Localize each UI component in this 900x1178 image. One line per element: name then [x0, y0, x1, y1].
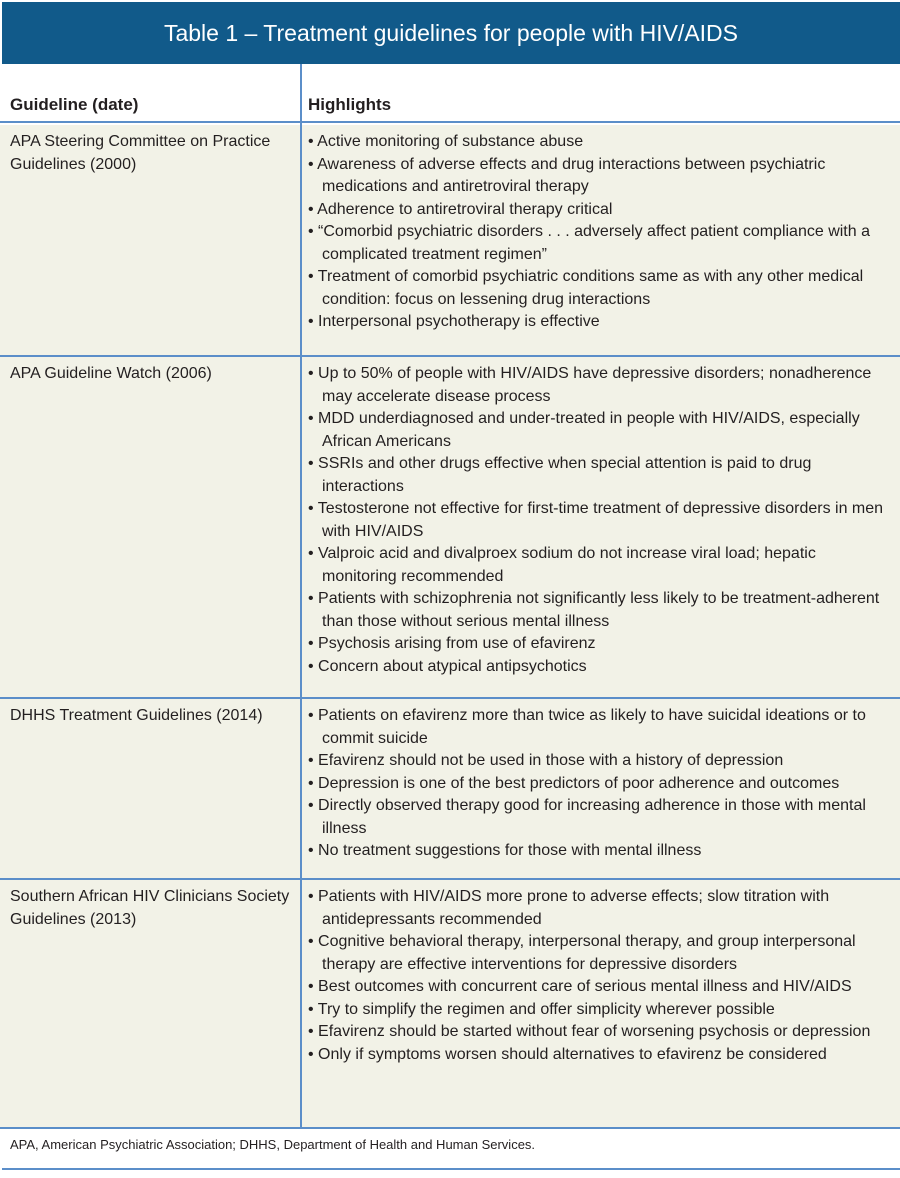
highlight-item: • Efavirenz should be started without fear of worsening psychosis or depression: [308, 1021, 893, 1044]
highlight-item: • Adherence to antiretroviral therapy critical: [308, 199, 893, 222]
footnote: APA, American Psychiatric Association; DHHS, Department of Health and Human Services.: [10, 1137, 536, 1152]
table-header: [0, 64, 900, 123]
table-row: [0, 880, 900, 1129]
highlight-item: • Cognitive behavioral therapy, interpersonal therapy, and group interpersonal therapy are effective interventions for depressive disorders: [308, 931, 893, 976]
highlight-item: • MDD underdiagnosed and under-treated in people with HIV/AIDS, especially African Americans: [308, 408, 893, 453]
header-highlights: Highlights: [308, 95, 392, 114]
guideline-cell: Southern African HIV Clinicians Society Guidelines (2013): [10, 888, 290, 928]
highlight-item: • Best outcomes with concurrent care of serious mental illness and HIV/AIDS: [308, 976, 893, 999]
column-divider: [300, 64, 302, 1127]
guideline-cell: APA Steering Committee on Practice Guidelines (2000): [10, 133, 271, 173]
highlight-item: • Up to 50% of people with HIV/AIDS have depressive disorders; nonadherence may accelerate disease process: [308, 363, 893, 408]
table-row: [0, 699, 900, 880]
highlight-item: • Valproic acid and divalproex sodium do not increase viral load; hepatic monitoring recommended: [308, 543, 893, 588]
highlight-item: • Testosterone not effective for first-time treatment of depressive disorders in men with HIV/AIDS: [308, 498, 893, 543]
highlight-item: • Treatment of comorbid psychiatric conditions same as with any other medical condition: focus on lessening drug interactions: [308, 266, 893, 311]
highlight-item: • Depression is one of the best predictors of poor adherence and outcomes: [308, 773, 893, 796]
highlight-item: • Patients with schizophrenia not significantly less likely to be treatment-adherent than those without serious mental illness: [308, 588, 893, 633]
table-title: Table 1 – Treatment guidelines for people with HIV/AIDS: [2, 2, 900, 64]
highlight-item: • Active monitoring of substance abuse: [308, 131, 893, 154]
table-row: [0, 357, 900, 699]
highlight-item: • Efavirenz should not be used in those with a history of depression: [308, 750, 893, 773]
highlight-item: • Interpersonal psychotherapy is effective: [308, 311, 893, 334]
highlights-list: [308, 363, 893, 678]
highlight-item: • Directly observed therapy good for increasing adherence in those with mental illness: [308, 795, 893, 840]
highlights-list: [308, 886, 893, 1066]
guideline-cell: DHHS Treatment Guidelines (2014): [10, 707, 263, 724]
highlight-item: • “Comorbid psychiatric disorders . . . adversely affect patient compliance with a complicated treatment regimen”: [308, 221, 893, 266]
highlight-item: • SSRIs and other drugs effective when special attention is paid to drug interactions: [308, 453, 893, 498]
table-row: [0, 125, 900, 357]
highlight-item: • Psychosis arising from use of efavirenz: [308, 633, 893, 656]
highlight-item: • Patients with HIV/AIDS more prone to adverse effects; slow titration with antidepressants recommended: [308, 886, 893, 931]
highlight-item: • Only if symptoms worsen should alternatives to efavirenz be considered: [308, 1044, 893, 1067]
highlight-item: • No treatment suggestions for those with mental illness: [308, 840, 893, 863]
header-guideline: Guideline (date): [10, 95, 139, 114]
bottom-rule: [2, 1168, 900, 1170]
highlight-item: • Try to simplify the regimen and offer simplicity wherever possible: [308, 999, 893, 1022]
highlight-item: • Patients on efavirenz more than twice as likely to have suicidal ideations or to commit suicide: [308, 705, 893, 750]
guideline-cell: APA Guideline Watch (2006): [10, 365, 212, 382]
highlights-list: [308, 131, 893, 334]
highlight-item: • Awareness of adverse effects and drug interactions between psychiatric medications and antiretroviral therapy: [308, 154, 893, 199]
highlights-list: [308, 705, 893, 863]
highlight-item: • Concern about atypical antipsychotics: [308, 656, 893, 679]
